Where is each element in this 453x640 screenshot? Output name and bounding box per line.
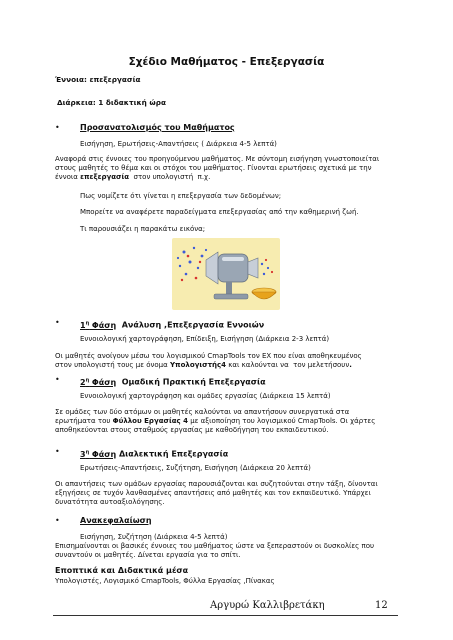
- text-run-bold: επεξεργασία: [80, 173, 130, 181]
- phase-number: 2: [80, 377, 86, 387]
- stand-post: [226, 282, 232, 294]
- phase-label: [80, 321, 116, 330]
- question-2: Μπορείτε να αναφέρετε παραδείγματα επεξεργασίας από την καθημερινή ζωή.: [80, 208, 359, 216]
- para-phase3-line2: εξηγήσεις σε τυχόν λανθασμένες απαντήσεις από μαθητές και τον εκπαιδευτικό. Υπάρχει: [55, 489, 371, 497]
- phase-word: Φάση: [89, 320, 117, 330]
- section-sub-phase1: Εννοιολογική χαρτογράφηση, Επίδειξη, Εισήγηση (Διάρκεια 2-3 λεπτά): [80, 335, 330, 343]
- phase-sup: η: [85, 449, 90, 455]
- text-run: και καλούνται να τον μελετήσουν: [226, 361, 350, 369]
- text-run: στον υπολογιστή τους με όνομα: [55, 361, 170, 369]
- phase-label: [80, 378, 116, 387]
- bullet-4: •: [55, 447, 60, 456]
- bullet-1: •: [55, 123, 60, 132]
- bullet-3: •: [55, 375, 60, 384]
- para-phase1-line2: [55, 360, 352, 370]
- para-phase2-line3: αποθηκεύονται στους σταθμούς εργασίας με καθοδήγηση του εκπαιδευτικού.: [55, 426, 329, 434]
- text-run-bold: Φύλλου Εργασίας 4: [112, 417, 188, 425]
- footer-page-number: 12: [375, 600, 388, 611]
- text-run-bold: .: [349, 361, 352, 369]
- footer-rule: [53, 615, 398, 616]
- text-run-bold: Υπολογιστής4: [169, 361, 227, 369]
- duration-line: Διάρκεια: 1 διδακτική ώρα: [57, 98, 166, 107]
- section-heading-phase1: [80, 318, 264, 331]
- stand-base: [214, 294, 248, 299]
- phase-label: [80, 450, 116, 459]
- para-phase1-line1: Οι μαθητές ανοίγουν μέσω του λογισμικού CmapTools τον ΕΧ που είναι αποθηκευμένος: [55, 352, 362, 360]
- phase-title: Ομαδική Πρακτική Επεξεργασία: [116, 377, 266, 387]
- processing-illustration: [172, 238, 280, 310]
- section-heading-recap: Ανακεφαλαίωση: [80, 516, 152, 525]
- para-orientation-line2: στους μαθητές το θέμα και οι στόχοι του μαθήματος. Γίνονται ερωτήσεις σχετικά με την: [55, 164, 372, 172]
- para-orientation-line1: Αναφορά στις έννοιες του προηγούμενου μαθήματος. Με σύντομη εισήγηση γνωστοποιείται: [55, 155, 380, 163]
- means-heading: Εποπτικά και Διδακτικά μέσα: [55, 566, 189, 575]
- section-heading-phase3: [80, 447, 228, 460]
- text-run: έννοια: [55, 173, 81, 181]
- phase-title: Ανάλυση ,Επεξεργασία Εννοιών: [116, 320, 265, 330]
- footer-author: Αργυρώ Καλλιβρετάκη: [210, 600, 325, 611]
- page-title: Σχέδιο Μαθήματος - Επεξεργασία: [128, 56, 325, 68]
- text-run: με αξιοποίηση του λογισμικού CmapTools. Οι χάρτες: [187, 417, 376, 425]
- section-heading-phase2: [80, 375, 266, 388]
- phase-title: Διαλεκτική Επεξεργασία: [116, 449, 229, 459]
- means-text: Υπολογιστές, Λογισμικό CmapTools, Φύλλα Εργασίας ,Πίνακας: [55, 577, 275, 585]
- section-sub-phase3: Ερωτήσεις-Απαντήσεις, Συζήτηση, Εισήγηση (Διάρκεια 20 λεπτά): [80, 464, 311, 472]
- bullet-2: •: [55, 318, 60, 327]
- phase-sup: η: [85, 377, 90, 383]
- section-sub-phase2: Εννοιολογική χαρτογράφηση και ομάδες εργασίας (Διάρκεια 15 λεπτά): [80, 392, 331, 400]
- section-sub-orientation: Εισήγηση, Ερωτήσεις-Απαντήσεις ( Διάρκεια 4-5 λεπτά): [80, 140, 277, 148]
- bullet-5: •: [55, 516, 60, 525]
- section-sub-recap: Εισήγηση, Συζήτηση (Διάρκεια 4-5 λεπτά): [80, 533, 228, 541]
- para-orientation-line3: [55, 172, 210, 182]
- phase-word: Φάση: [89, 449, 117, 459]
- section-heading-orientation: Προσανατολισμός του Μαθήματος: [80, 123, 235, 132]
- question-3: Τι παρουσιάζει η παρακάτω εικόνα;: [80, 225, 206, 233]
- para-phase3-line1: Οι απαντήσεις των ομάδων εργασίας παρουσιάζονται και συζητούνται στην τάξη, δίνονται: [55, 480, 378, 488]
- para-phase3-line3: δυνατότητα αυτοαξιολόγησης.: [55, 498, 165, 506]
- text-run: στον υπολογιστή π.χ.: [129, 173, 211, 181]
- question-1: Πως νομίζετε ότι γίνεται η επεξεργασία των δεδομένων;: [80, 192, 282, 200]
- phase-number: 3: [80, 449, 86, 459]
- phase-word: Φάση: [89, 377, 117, 387]
- concept-line: Έννοια: επεξεργασία: [55, 75, 141, 84]
- phase-sup: η: [85, 320, 90, 326]
- para-recap-line2: συναντούν οι μαθητές. Δίνεται εργασία για το σπίτι.: [55, 551, 241, 559]
- cylinder-highlight: [222, 257, 244, 261]
- para-phase2-line1: Σε ομάδες των δύο ατόμων οι μαθητές καλούνται να απαντήσουν συνεργατικά στα: [55, 408, 350, 416]
- text-run: ερωτήματα του: [55, 417, 113, 425]
- para-recap-line1: Επισημαίνονται οι βασικές έννοιες του μαθήματος ώστε να ξεπεραστούν οι δυσκολίες που: [55, 542, 375, 550]
- phase-number: 1: [80, 320, 86, 330]
